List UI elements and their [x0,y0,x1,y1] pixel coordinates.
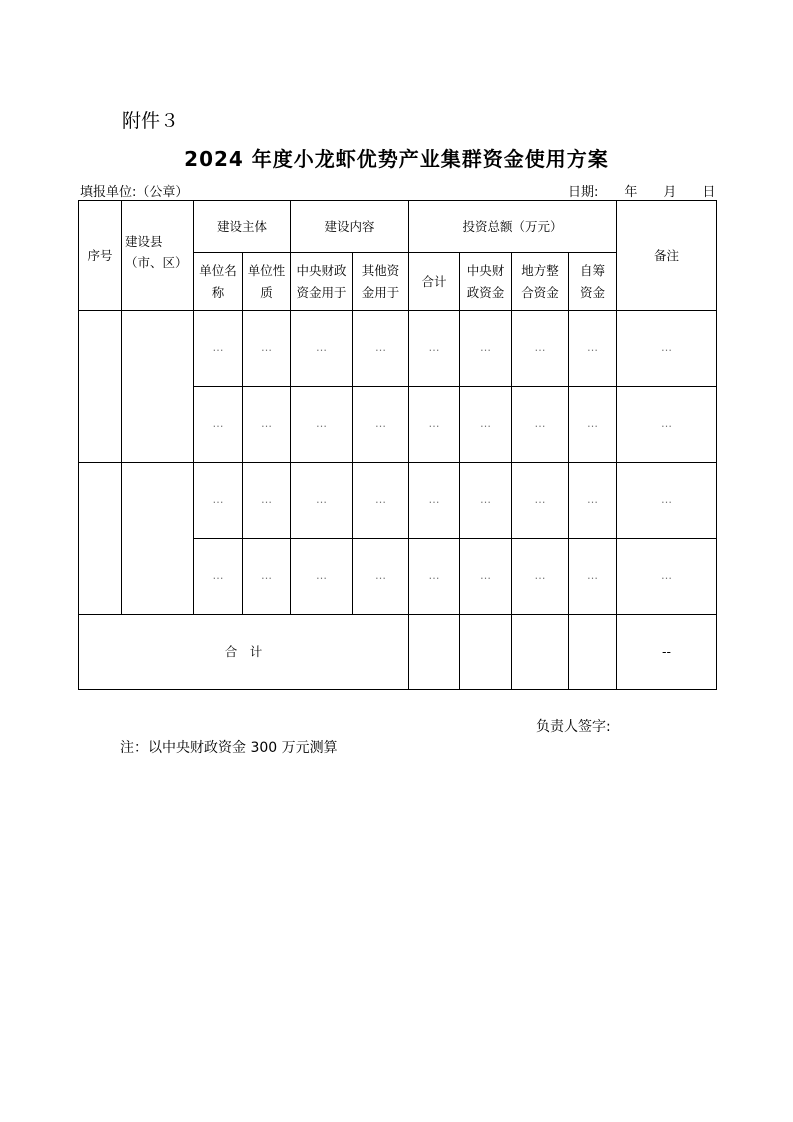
unit-name-cell[interactable]: … [194,311,243,387]
header-unit-nature: 单位性 质 [243,253,291,311]
funding-plan-table [78,200,717,690]
attachment-label: 附件３ [122,110,180,132]
central-use-cell[interactable]: … [291,311,353,387]
total-cell[interactable]: … [409,387,460,463]
total-cell[interactable]: … [409,311,460,387]
county-cell[interactable] [122,463,194,615]
central-fund-cell[interactable]: … [460,539,512,615]
seq-cell[interactable] [79,311,122,463]
unit-nature-cell[interactable]: … [243,311,291,387]
header-total: 合计 [409,253,460,311]
table-row [79,463,717,539]
unit-nature-cell[interactable]: … [243,539,291,615]
header-subject: 建设主体 [194,201,291,253]
header-other-use: 其他资 金用于 [353,253,409,311]
local-fund-cell[interactable]: … [512,311,569,387]
unit-name-cell[interactable]: … [194,463,243,539]
header-invest: 投资总额（万元） [409,201,617,253]
local-fund-cell[interactable]: … [512,387,569,463]
total-central-cell[interactable] [460,615,512,690]
remark-cell[interactable]: … [617,463,717,539]
central-use-cell[interactable]: … [291,539,353,615]
total-local-cell[interactable] [512,615,569,690]
signature-label: 负责人签字: [536,719,611,735]
unit-nature-cell[interactable]: … [243,387,291,463]
date-label: 日期: 年 月 日 [568,185,716,200]
remark-cell[interactable]: … [617,311,717,387]
header-seq: 序号 [79,201,122,311]
other-use-cell[interactable]: … [353,387,409,463]
header-local-fund: 地方整 合资金 [512,253,569,311]
local-fund-cell[interactable]: … [512,463,569,539]
header-row-1 [79,201,717,253]
self-fund-cell[interactable]: … [569,463,617,539]
self-fund-cell[interactable]: … [569,539,617,615]
remark-cell[interactable]: … [617,387,717,463]
total-self-cell[interactable] [569,615,617,690]
county-cell[interactable] [122,311,194,463]
central-fund-cell[interactable]: … [460,387,512,463]
header-central-fund: 中央财 政资金 [460,253,512,311]
central-fund-cell[interactable]: … [460,311,512,387]
central-use-cell[interactable]: … [291,463,353,539]
total-row [79,615,717,690]
total-label: 合 计 [79,615,409,690]
fill-unit-label: 填报单位:（公章） [80,185,189,200]
header-unit-name: 单位名 称 [194,253,243,311]
header-self-fund: 自筹 资金 [569,253,617,311]
unit-nature-cell[interactable]: … [243,463,291,539]
header-central-use: 中央财政 资金用于 [291,253,353,311]
document-title: 2024 年度小龙虾优势产业集群资金使用方案 [184,147,609,171]
remark-cell[interactable]: … [617,539,717,615]
header-content: 建设内容 [291,201,409,253]
other-use-cell[interactable]: … [353,463,409,539]
self-fund-cell[interactable]: … [569,387,617,463]
total-cell[interactable]: … [409,463,460,539]
other-use-cell[interactable]: … [353,311,409,387]
unit-name-cell[interactable]: … [194,387,243,463]
seq-cell[interactable] [79,463,122,615]
note-text: 注：以中央财政资金 300 万元测算 [120,740,338,756]
central-use-cell[interactable]: … [291,387,353,463]
central-fund-cell[interactable]: … [460,463,512,539]
other-use-cell[interactable]: … [353,539,409,615]
table-row [79,311,717,387]
header-remark: 备注 [617,201,717,311]
unit-name-cell[interactable]: … [194,539,243,615]
local-fund-cell[interactable]: … [512,539,569,615]
total-cell[interactable]: … [409,539,460,615]
total-remark-cell[interactable]: -- [617,615,717,690]
total-sum-cell[interactable] [409,615,460,690]
header-county: 建设县 （市、区） [122,201,194,311]
self-fund-cell[interactable]: … [569,311,617,387]
